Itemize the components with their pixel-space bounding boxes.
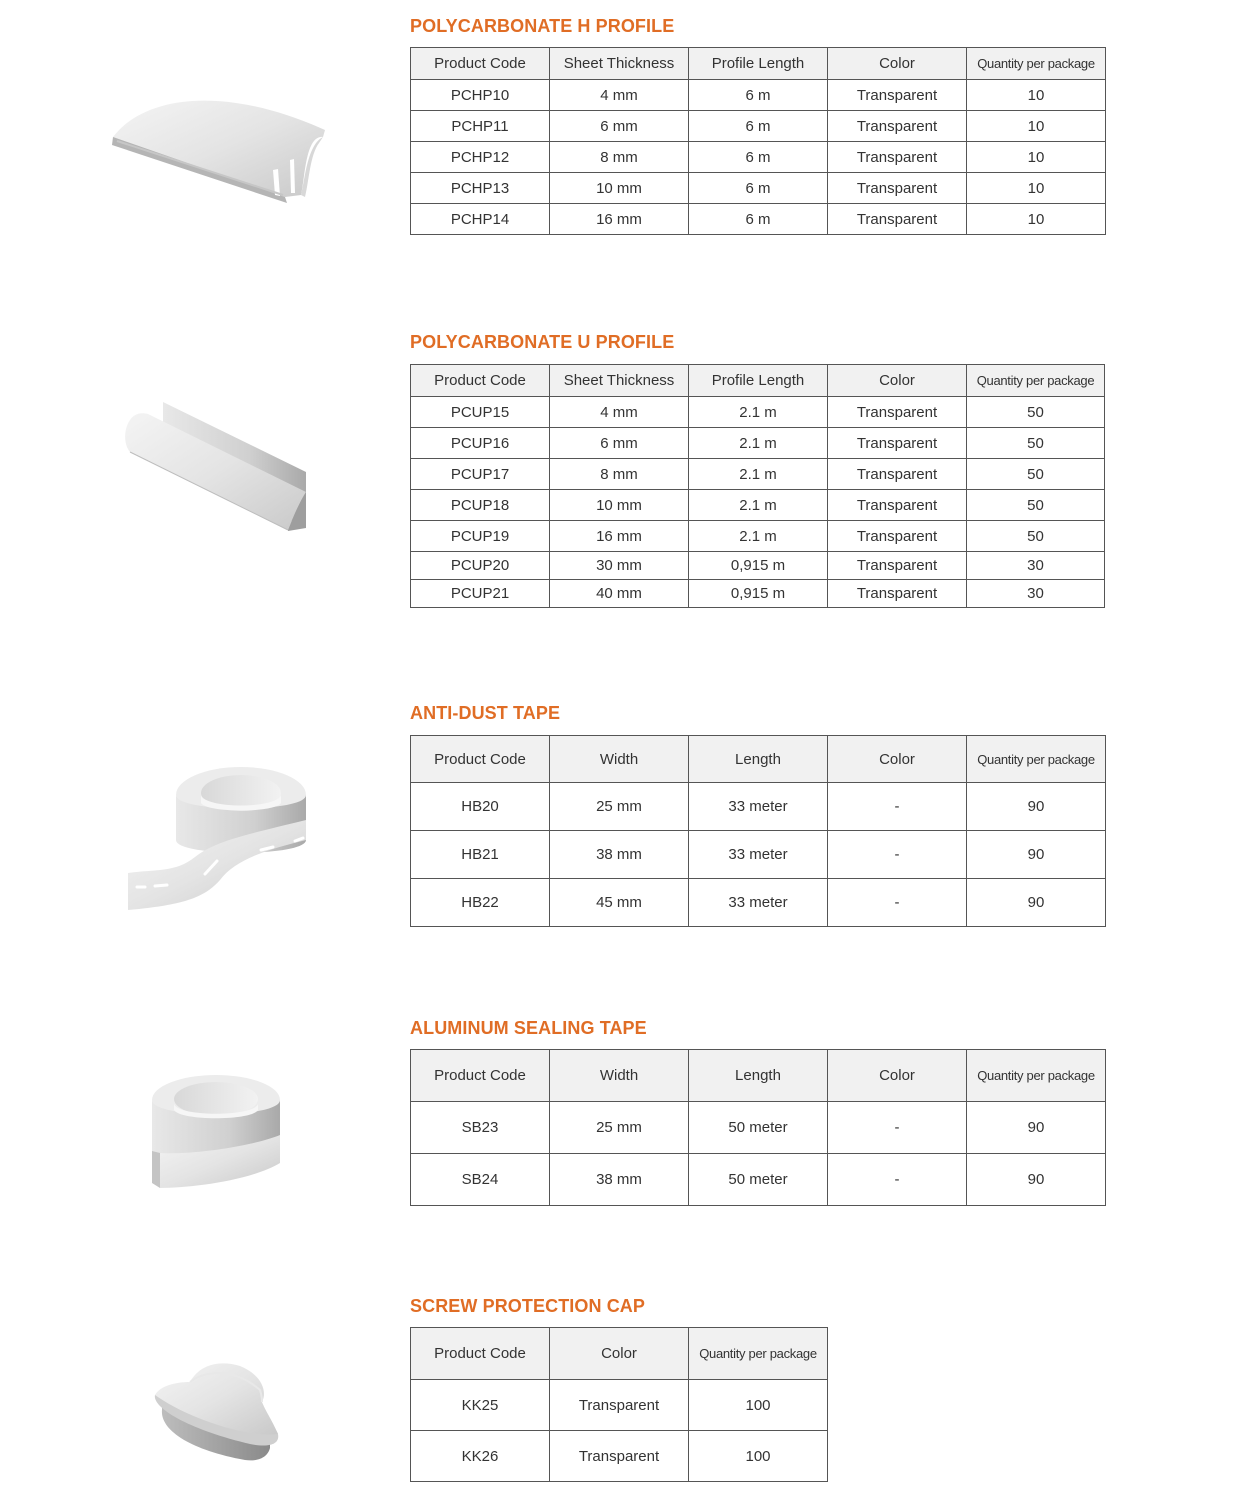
- header-quantity: Quantity per package: [689, 1328, 828, 1380]
- cell-product-code: SB24: [411, 1154, 550, 1206]
- section-aluminum-sealing-tape: [0, 1005, 1241, 1215]
- cell-color: Transparent: [828, 428, 967, 459]
- table-row: [411, 111, 1106, 142]
- table-row: [411, 879, 1106, 927]
- cell-color: Transparent: [828, 580, 967, 608]
- cell-color: Transparent: [550, 1380, 689, 1431]
- cell-color: Transparent: [828, 204, 967, 235]
- cell-width: 25 mm: [550, 783, 689, 831]
- cell-length: 6 m: [689, 142, 828, 173]
- cell-length: 0,915 m: [689, 580, 828, 608]
- cell-width: 38 mm: [550, 831, 689, 879]
- cell-product-code: HB22: [411, 879, 550, 927]
- cell-color: Transparent: [828, 459, 967, 490]
- cell-color: Transparent: [828, 490, 967, 521]
- cell-quantity: 10: [967, 173, 1106, 204]
- cell-thickness: 30 mm: [550, 552, 689, 580]
- section-u-profile: [0, 320, 1241, 620]
- cell-length: 33 meter: [689, 783, 828, 831]
- spec-table: [410, 735, 1106, 927]
- cell-product-code: PCUP17: [411, 459, 550, 490]
- cell-length: 6 m: [689, 173, 828, 204]
- cell-width: 25 mm: [550, 1102, 689, 1154]
- header-product-code: Product Code: [411, 1050, 550, 1102]
- header-product-code: Product Code: [411, 736, 550, 783]
- cell-length: 2.1 m: [689, 521, 828, 552]
- spec-table: [410, 364, 1105, 608]
- cell-width: 38 mm: [550, 1154, 689, 1206]
- header-color: Color: [828, 1050, 967, 1102]
- table-row: [411, 521, 1105, 552]
- table-row: [411, 1102, 1106, 1154]
- cell-color: Transparent: [550, 1431, 689, 1482]
- cell-color: -: [828, 831, 967, 879]
- cell-quantity: 50: [967, 459, 1105, 490]
- section-screw-protection-cap: [0, 1285, 1241, 1500]
- cell-thickness: 16 mm: [550, 204, 689, 235]
- cell-product-code: PCUP15: [411, 397, 550, 428]
- cell-quantity: 30: [967, 552, 1105, 580]
- cell-thickness: 8 mm: [550, 142, 689, 173]
- cell-length: 2.1 m: [689, 459, 828, 490]
- cell-quantity: 10: [967, 142, 1106, 173]
- cell-thickness: 16 mm: [550, 521, 689, 552]
- cell-product-code: PCHP12: [411, 142, 550, 173]
- cell-product-code: PCHP14: [411, 204, 550, 235]
- table-header-row: [411, 48, 1106, 80]
- section-h-profile: [0, 0, 1241, 260]
- cell-quantity: 50: [967, 428, 1105, 459]
- aluminum-tape-icon: [150, 1073, 285, 1191]
- section-title: SCREW PROTECTION CAP: [410, 1296, 646, 1316]
- cell-product-code: PCHP11: [411, 111, 550, 142]
- header-color: Color: [828, 365, 967, 397]
- cell-length: 2.1 m: [689, 428, 828, 459]
- cell-color: Transparent: [828, 80, 967, 111]
- cell-product-code: PCHP10: [411, 80, 550, 111]
- cell-length: 50 meter: [689, 1102, 828, 1154]
- table-row: [411, 1431, 828, 1482]
- section-anti-dust-tape: [0, 690, 1241, 940]
- table-row: [411, 490, 1105, 521]
- header-color: Color: [828, 48, 967, 80]
- header-width: Width: [550, 736, 689, 783]
- cell-quantity: 50: [967, 490, 1105, 521]
- table-row: [411, 580, 1105, 608]
- cell-length: 6 m: [689, 111, 828, 142]
- header-quantity: Quantity per package: [967, 365, 1105, 397]
- cell-quantity: 90: [967, 879, 1106, 927]
- cell-quantity: 100: [689, 1380, 828, 1431]
- cell-quantity: 90: [967, 1154, 1106, 1206]
- cell-color: Transparent: [828, 397, 967, 428]
- cell-color: -: [828, 783, 967, 831]
- section-title: POLYCARBONATE U PROFILE: [410, 332, 675, 352]
- header-quantity: Quantity per package: [967, 1050, 1106, 1102]
- table-header-row: [411, 1050, 1106, 1102]
- cell-length: 50 meter: [689, 1154, 828, 1206]
- table-header-row: [411, 1328, 828, 1380]
- spec-table: [410, 47, 1106, 235]
- table-row: [411, 204, 1106, 235]
- table-row: [411, 831, 1106, 879]
- header-sheet-thickness: Sheet Thickness: [550, 365, 689, 397]
- cell-quantity: 10: [967, 204, 1106, 235]
- cell-quantity: 50: [967, 397, 1105, 428]
- spec-table: [410, 1327, 828, 1482]
- table-row: [411, 142, 1106, 173]
- header-length: Length: [689, 736, 828, 783]
- cell-color: Transparent: [828, 173, 967, 204]
- header-sheet-thickness: Sheet Thickness: [550, 48, 689, 80]
- cell-product-code: PCUP21: [411, 580, 550, 608]
- cell-product-code: PCUP19: [411, 521, 550, 552]
- cell-color: -: [828, 1154, 967, 1206]
- section-title: POLYCARBONATE H PROFILE: [410, 16, 675, 36]
- cell-product-code: PCUP20: [411, 552, 550, 580]
- cell-length: 6 m: [689, 204, 828, 235]
- table-row: [411, 552, 1105, 580]
- cell-product-code: PCUP18: [411, 490, 550, 521]
- cell-thickness: 4 mm: [550, 80, 689, 111]
- cell-width: 45 mm: [550, 879, 689, 927]
- cell-product-code: SB23: [411, 1102, 550, 1154]
- table-row: [411, 783, 1106, 831]
- cell-quantity: 10: [967, 80, 1106, 111]
- cell-thickness: 6 mm: [550, 428, 689, 459]
- cell-length: 2.1 m: [689, 490, 828, 521]
- cell-quantity: 90: [967, 1102, 1106, 1154]
- spec-table: [410, 1049, 1106, 1206]
- cell-color: -: [828, 879, 967, 927]
- header-color: Color: [550, 1328, 689, 1380]
- table-header-row: [411, 365, 1105, 397]
- cell-product-code: KK26: [411, 1431, 550, 1482]
- cell-length: 33 meter: [689, 831, 828, 879]
- cell-thickness: 4 mm: [550, 397, 689, 428]
- cell-thickness: 8 mm: [550, 459, 689, 490]
- table-header-row: [411, 736, 1106, 783]
- cell-length: 6 m: [689, 80, 828, 111]
- header-profile-length: Profile Length: [689, 365, 828, 397]
- header-product-code: Product Code: [411, 1328, 550, 1380]
- table-row: [411, 173, 1106, 204]
- cell-product-code: PCUP16: [411, 428, 550, 459]
- cell-thickness: 10 mm: [550, 490, 689, 521]
- header-length: Length: [689, 1050, 828, 1102]
- cell-quantity: 30: [967, 580, 1105, 608]
- cell-quantity: 90: [967, 783, 1106, 831]
- cell-length: 2.1 m: [689, 397, 828, 428]
- cell-color: Transparent: [828, 142, 967, 173]
- cell-quantity: 50: [967, 521, 1105, 552]
- cell-color: Transparent: [828, 111, 967, 142]
- cell-thickness: 6 mm: [550, 111, 689, 142]
- table-row: [411, 1380, 828, 1431]
- h-profile-icon: [105, 85, 335, 205]
- cell-product-code: HB21: [411, 831, 550, 879]
- cell-product-code: KK25: [411, 1380, 550, 1431]
- cell-color: Transparent: [828, 521, 967, 552]
- cell-product-code: HB20: [411, 783, 550, 831]
- section-title: ALUMINUM SEALING TAPE: [410, 1018, 647, 1038]
- table-row: [411, 428, 1105, 459]
- screw-cap-icon: [150, 1360, 285, 1465]
- cell-quantity: 100: [689, 1431, 828, 1482]
- cell-length: 33 meter: [689, 879, 828, 927]
- anti-dust-tape-icon: [125, 765, 315, 915]
- cell-product-code: PCHP13: [411, 173, 550, 204]
- cell-thickness: 40 mm: [550, 580, 689, 608]
- header-product-code: Product Code: [411, 365, 550, 397]
- table-row: [411, 397, 1105, 428]
- header-width: Width: [550, 1050, 689, 1102]
- header-color: Color: [828, 736, 967, 783]
- cell-quantity: 90: [967, 831, 1106, 879]
- cell-thickness: 10 mm: [550, 173, 689, 204]
- u-profile-icon: [120, 400, 320, 540]
- header-quantity: Quantity per package: [967, 736, 1106, 783]
- cell-length: 0,915 m: [689, 552, 828, 580]
- cell-quantity: 10: [967, 111, 1106, 142]
- header-product-code: Product Code: [411, 48, 550, 80]
- table-row: [411, 459, 1105, 490]
- cell-color: Transparent: [828, 552, 967, 580]
- cell-color: -: [828, 1102, 967, 1154]
- section-title: ANTI-DUST TAPE: [410, 703, 561, 723]
- header-quantity: Quantity per package: [967, 48, 1106, 80]
- header-profile-length: Profile Length: [689, 48, 828, 80]
- table-row: [411, 1154, 1106, 1206]
- table-row: [411, 80, 1106, 111]
